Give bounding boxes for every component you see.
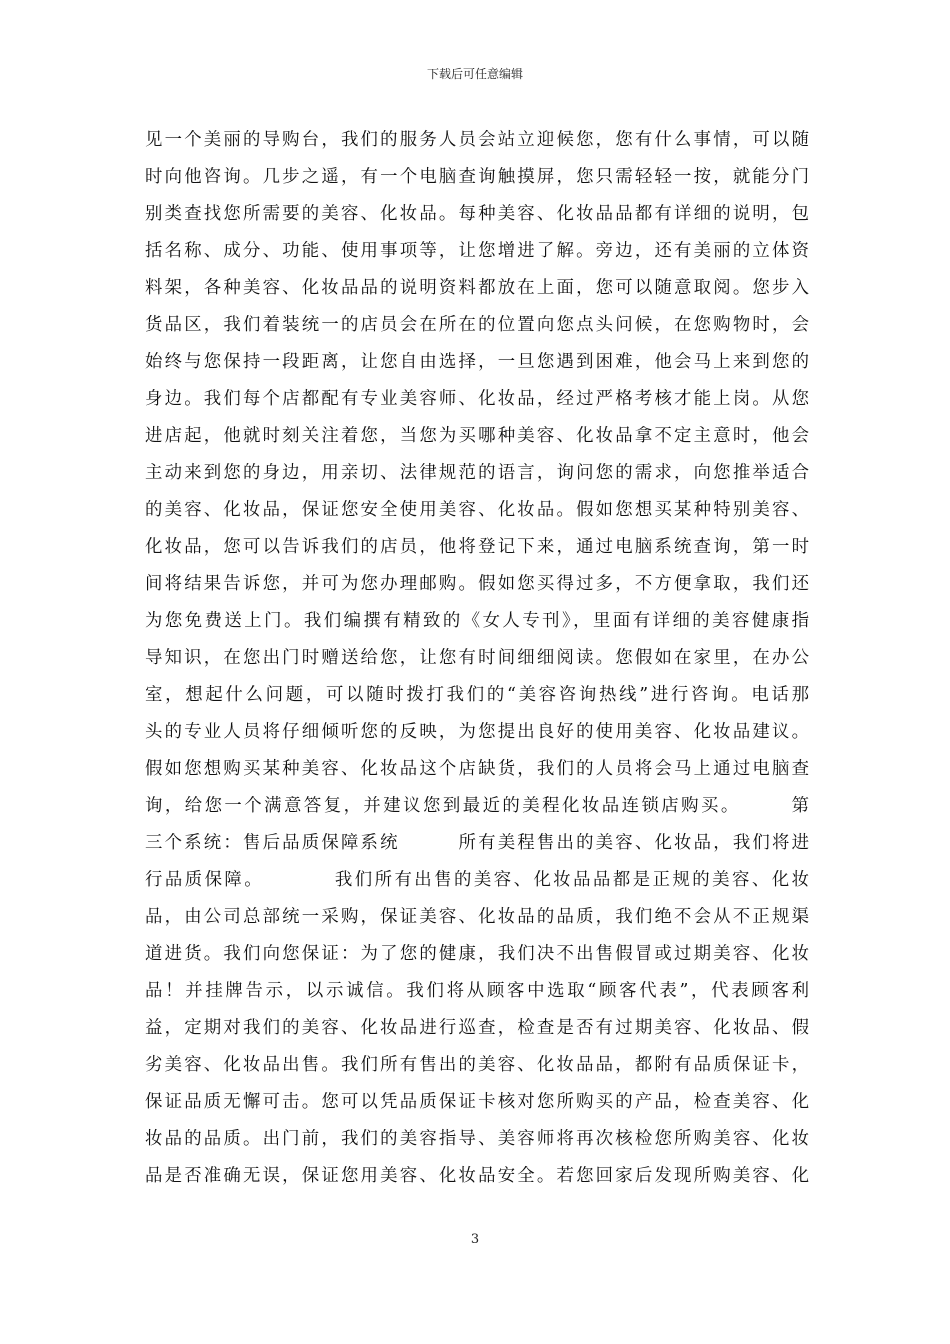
text-line: 头的专业人员将仔细倾听您的反映，为您提出良好的使用美容、化妆品建议。 [145, 722, 809, 742]
text-line: 化妆品，您可以告诉我们的店员，他将登记下来，通过电脑系统查询，第一时 [145, 537, 809, 557]
page-number: 3 [470, 1232, 480, 1247]
text-line: 道进货。我们向您保证：为了您的健康，我们决不出售假冒或过期美容、化妆 [145, 944, 809, 964]
text-line: 货品区，我们着装统一的店员会在所在的位置向您点头问候，在您购物时，会 [145, 315, 809, 335]
text-line: 行品质保障。 我们所有出售的美容、化妆品品都是正规的美容、化妆 [145, 870, 809, 890]
text-line: 室，想起什么问题，可以随时拨打我们的“美容咨询热线”进行咨询。电话那 [145, 685, 809, 705]
text-line: 品是否准确无误，保证您用美容、化妆品安全。若您回家后发现所购美容、化 [145, 1166, 809, 1186]
text-line: 的美容、化妆品，保证您安全使用美容、化妆品。假如您想买某种特别美容、 [145, 500, 809, 520]
text-line: 时向他咨询。几步之遥，有一个电脑查询触摸屏，您只需轻轻一按，就能分门 [145, 167, 809, 187]
text-line: 间将结果告诉您，并可为您办理邮购。假如您买得过多，不方便拿取，我们还 [145, 574, 809, 594]
text-line: 妆品的品质。出门前，我们的美容指导、美容师将再次核检您所购美容、化妆 [145, 1129, 809, 1149]
text-line: 保证品质无懈可击。您可以凭品质保证卡核对您所购买的产品，检查美容、化 [145, 1092, 809, 1112]
text-line: 别类查找您所需要的美容、化妆品。每种美容、化妆品品都有详细的说明，包 [145, 204, 809, 224]
text-line: 三个系统：售后品质保障系统 所有美程售出的美容、化妆品，我们将进 [145, 833, 809, 853]
text-line: 询，给您一个满意答复，并建议您到最近的美程化妆品连锁店购买。 第 [145, 796, 809, 816]
text-line: 始终与您保持一段距离，让您自由选择，一旦您遇到困难，他会马上来到您的 [145, 352, 809, 372]
text-line: 料架，各种美容、化妆品品的说明资料都放在上面，您可以随意取阅。您步入 [145, 278, 809, 298]
text-line: 品！并挂牌告示，以示诚信。我们将从顾客中选取“顾客代表”，代表顾客利 [145, 981, 809, 1001]
text-line: 益，定期对我们的美容、化妆品进行巡查，检查是否有过期美容、化妆品、假 [145, 1018, 809, 1038]
text-line: 主动来到您的身边，用亲切、法律规范的语言，询问您的需求，向您推举适合 [145, 463, 809, 483]
body-text [145, 122, 809, 1195]
text-line: 导知识，在您出门时赠送给您，让您有时间细细阅读。您假如在家里，在办公 [145, 648, 809, 668]
page-header: 下载后可任意编辑 [426, 67, 523, 81]
text-line: 括名称、成分、功能、使用事项等，让您增进了解。旁边，还有美丽的立体资 [145, 241, 809, 261]
text-line: 见一个美丽的导购台，我们的服务人员会站立迎候您，您有什么事情，可以随 [145, 130, 809, 150]
text-line: 身边。我们每个店都配有专业美容师、化妆品，经过严格考核才能上岗。从您 [145, 389, 809, 409]
text-line: 品，由公司总部统一采购，保证美容、化妆品的品质，我们绝不会从不正规渠 [145, 907, 809, 927]
text-line: 为您免费送上门。我们编撰有精致的《女人专刊》，里面有详细的美容健康指 [145, 611, 809, 631]
text-line: 进店起，他就时刻关注着您，当您为买哪种美容、化妆品拿不定主意时，他会 [145, 426, 809, 446]
text-line: 假如您想购买某种美容、化妆品这个店缺货，我们的人员将会马上通过电脑查 [145, 759, 809, 779]
text-line: 劣美容、化妆品出售。我们所有售出的美容、化妆品品，都附有品质保证卡， [145, 1055, 809, 1075]
